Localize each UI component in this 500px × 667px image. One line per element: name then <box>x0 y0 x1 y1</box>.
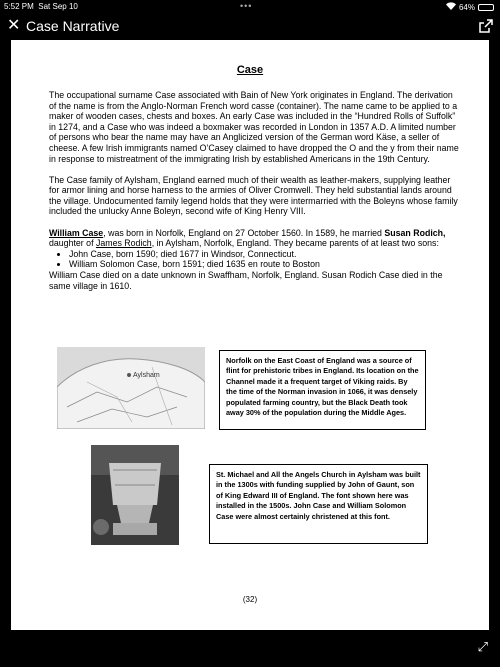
page-title: Case <box>236 64 264 76</box>
church-font-photo <box>91 445 179 545</box>
window-title: Case Narrative <box>26 18 120 34</box>
paragraph-william-case: William Case, was born in Norfolk, England on 27 October 1560. In 1589, he married Susan Rodich, daughter of James Rodich, in Aylsham, Norfolk, England. They became parents of at least two sons: • John Case, born 1590; died 1677 in Windsor, Connecticut. • William Solomon Case, born 1591; died 1635 en route to Boston William Case died on a date unknown in Swaffham, Norfolk, England. Susan Rodich Case died in the same village in 1610. <box>49 228 459 292</box>
church-caption-box: St. Michael and All the Angels Church in Aylsham was built in the 1300s with funding supplied by John of Gaunt, son of King Edward III of England. The font shown here was installed in the 1500s. John Case and William Solomon Case were almost certainly christened at this font. <box>209 464 428 544</box>
list-item: • William Solomon Case, born 1591; died 1635 en route to Boston <box>69 259 459 270</box>
norfolk-map-image <box>57 347 205 429</box>
title-bar <box>0 14 500 40</box>
status-bar <box>0 0 500 14</box>
william-case-name: William Case <box>49 227 104 238</box>
paragraph-death: William Case died on a date unknown in Swaffham, Norfolk, England. Susan Rodich Case died in the same village in 1610. <box>49 269 443 291</box>
document-page <box>11 40 489 630</box>
battery-percent: 64% <box>458 2 475 12</box>
list-item: • John Case, born 1590; died 1677 in Windsor, Connecticut. <box>69 249 459 260</box>
more-dots-icon[interactable]: ••• <box>240 1 253 11</box>
status-right <box>446 2 494 12</box>
wifi-icon <box>446 2 456 12</box>
father-name: James Rodich <box>95 238 152 249</box>
spouse-name: Susan Rodich, <box>384 227 446 238</box>
close-icon[interactable]: ✕ <box>7 17 21 34</box>
map-label-aylsham: Aylsham <box>133 372 160 379</box>
paragraph-origin: The occupational surname Case associated with Bain of New York originates in England. The derivation of the name is from the Anglo-Norman French word casse (container). The name came to be applied to a maker of wooden cases, chests and boxes. An early Case was included in the “Hundred Rolls of Suffolk” in 1274, and a Case who was indeed a boxmaker was recorded in London in 1357 A.D. A limited number of persons who bear the name may have an Anglicized version of the German word Käse, a seller of cheese. A few Irish immigrants named O’Casey claimed to have dropped the O and the y from their name in response to mistreatment of the immigrating Irish by established Americans in the 19th Century. <box>49 90 459 164</box>
expand-icon[interactable]: ⤢ <box>477 639 488 654</box>
paragraph-aylsham: The Case family of Aylsham, England earned much of their wealth as leather-makers, supplying leather for armor lining and horse harness to the armies of Oliver Cromwell. They held substantial lands around the village. Undocumented family legend holds that they were intermarried with the Boleyns whose family included the unlucky Anne Boleyn, second wife of King Henry VIII. <box>49 174 458 217</box>
sons-list <box>69 249 459 270</box>
battery-icon <box>478 4 494 11</box>
norfolk-caption-box: Norfolk on the East Coast of England was a source of flint for prehistoric tribes in England. Its location on the Channel made it a frequent target of Viking raids. By the time of the Norman invasion in 1066, it was densely populated farming country, but the Black Death took away 30% of the population during the Middle Ages. <box>219 350 426 430</box>
document-body <box>49 90 459 291</box>
status-time: 5:52 PM Sat Sep 10 <box>4 2 78 11</box>
share-icon[interactable] <box>478 18 494 34</box>
page-number: (32) <box>242 595 258 604</box>
